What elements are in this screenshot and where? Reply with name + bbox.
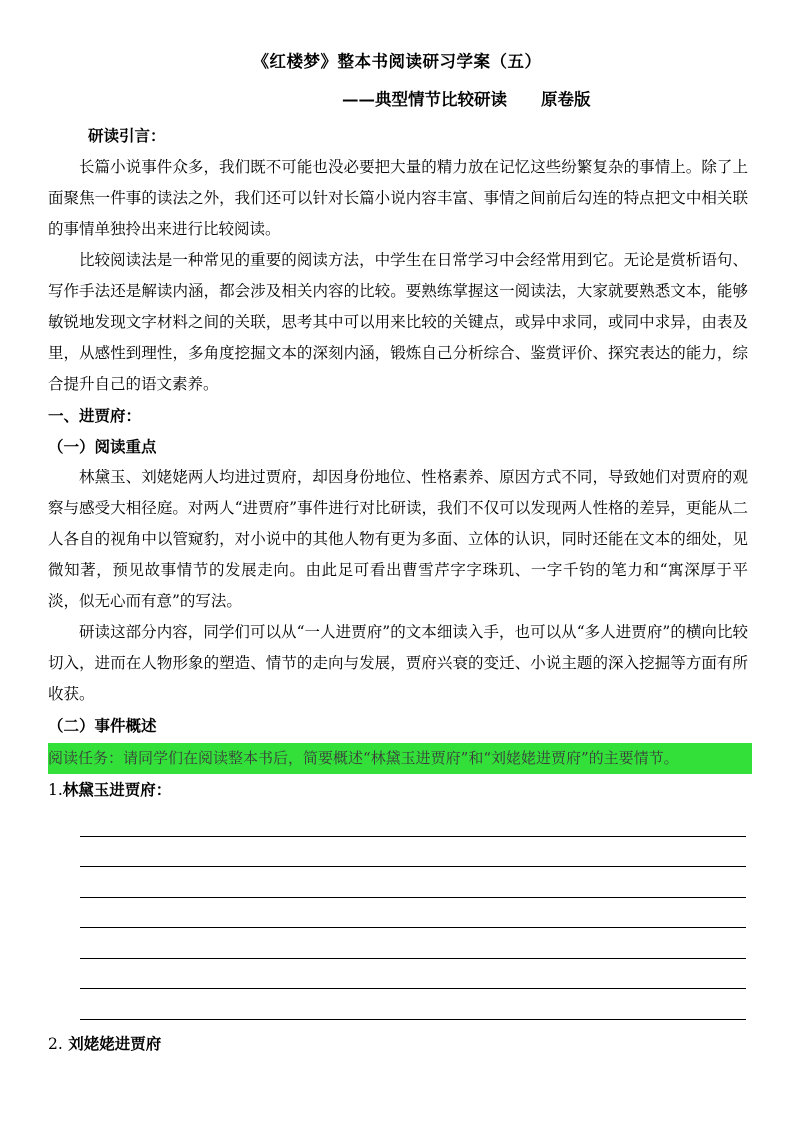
answer-line[interactable]: [80, 806, 746, 837]
version-label: 原卷版: [541, 90, 591, 109]
question-number: 2.: [48, 1034, 63, 1053]
question-1-label: [48, 774, 748, 806]
answer-line[interactable]: [80, 989, 746, 1020]
intro-paragraph: 比较阅读法是一种常见的重要的阅读方法，中学生在日常学习中会经常用到它。无论是赏析语句、写作手法还是解读内涵，都会涉及相关内容的比较。要熟练掌握这一阅读法，大家就要熟悉文本，能够敏锐地发现文字材料之间的关联，思考其中可以用来比较的关键点，或异中求同，或同中求异，由表及里，从感性到理性，多角度挖掘文本的深刻内涵，锻炼自己分析综合、鉴赏评价、探究表达的能力，综合提升自己的语文素养。: [48, 251, 748, 393]
question-text: 林黛玉进贾府：: [62, 780, 172, 799]
subtitle-text: ——典型情节比较研读: [342, 90, 507, 109]
question-text: 刘姥姥进贾府: [68, 1033, 162, 1053]
intro-paragraph: 长篇小说事件众多，我们既不可能也没必要把大量的精力放在记忆这些纷繁复杂的事情上。除了上面聚焦一件事的读法之外，我们还可以针对长篇小说内容丰富、事情之间前后勾连的特点把文中相关联的事情单独拎出来进行比较阅读。: [48, 158, 748, 238]
section-heading: 一、进贾府：: [48, 406, 142, 425]
document-subtitle: [342, 86, 591, 110]
reading-task-highlight: 阅读任务：请同学们在阅读整本书后，简要概述“林黛玉进贾府”和“刘姥姥进贾府”的主要情节。: [48, 743, 752, 774]
answer-lines[interactable]: [80, 806, 746, 1020]
question-2-label: [48, 1028, 748, 1060]
answer-line[interactable]: [80, 959, 746, 990]
question-number: 1.: [48, 781, 63, 799]
intro-heading: 研读引言：: [88, 126, 166, 145]
subsection-heading: （一）阅读重点: [48, 437, 157, 456]
answer-line[interactable]: [80, 867, 746, 898]
body-paragraph: 研读这部分内容，同学们可以从“一人进贾府”的文本细读入手，也可以从“多人进贾府”的横向比较切入，进而在人物形象的塑造、情节的走向与发展，贾府兴衰的变迁、小说主题的深入挖掘等方面有所收获。: [48, 623, 748, 703]
document-body: [48, 120, 748, 1060]
document-title: 《红楼梦》整本书阅读研习学案（五）: [252, 52, 542, 71]
answer-line[interactable]: [80, 898, 746, 929]
subsection-heading: （二）事件概述: [48, 716, 157, 735]
answer-line[interactable]: [80, 837, 746, 868]
answer-line[interactable]: [80, 928, 746, 959]
body-paragraph: 林黛玉、刘姥姥两人均进过贾府，却因身份地位、性格素养、原因方式不同，导致她们对贾府的观察与感受大相径庭。对两人“进贾府”事件进行对比研读，我们不仅可以发现两人性格的差异，更能从二人各自的视角中以管窥豹，对小说中的其他人物有更为多面、立体的认识，同时还能在文本的细处，见微知著，预见故事情节的发展走向。由此足可看出曹雪芹字字珠玑、一字千钧的笔力和“寓深厚于平淡，似无心而有意”的写法。: [48, 468, 748, 610]
